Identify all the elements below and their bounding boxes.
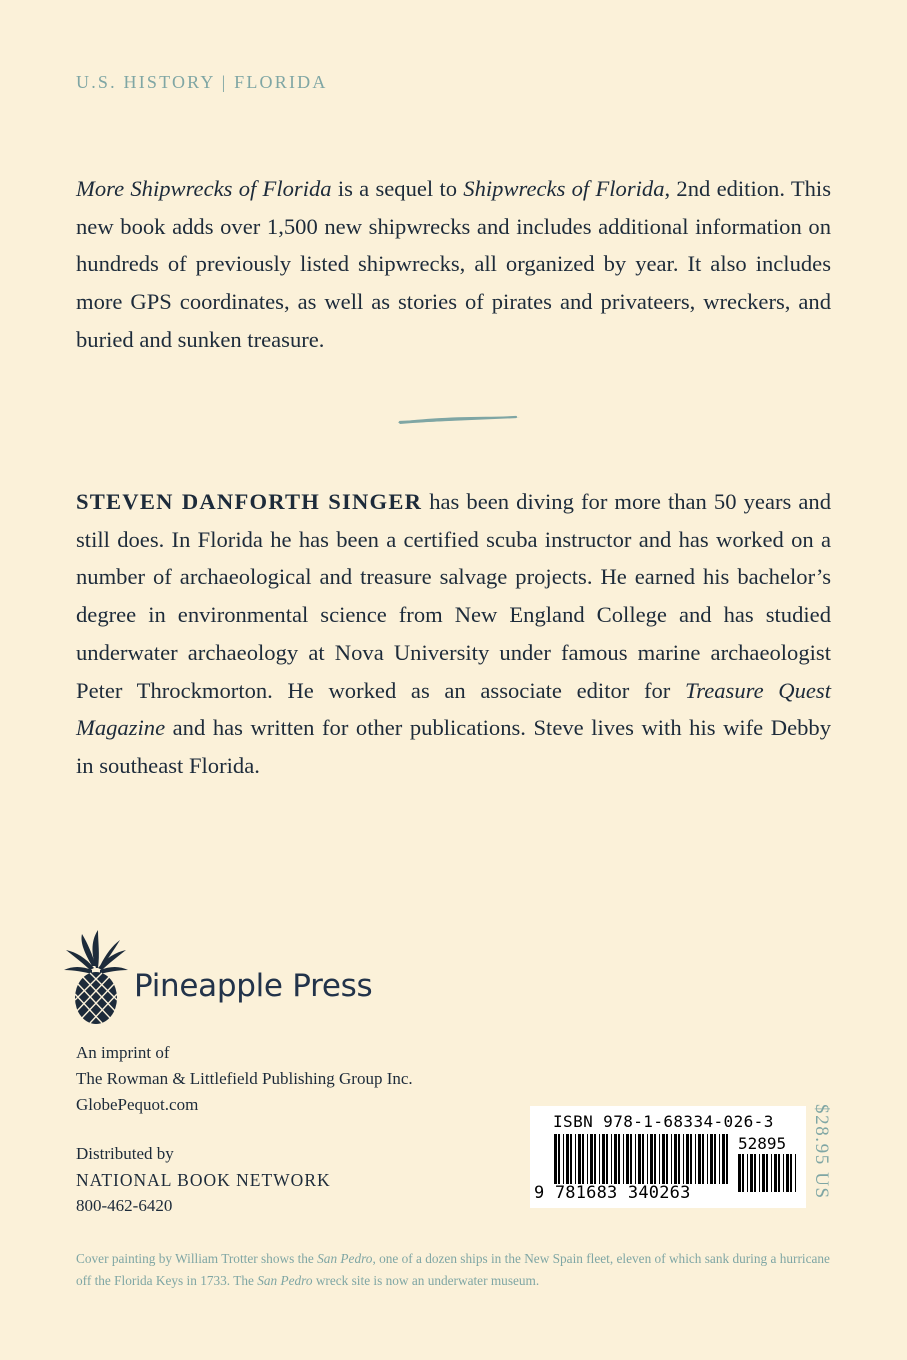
distribution-label: Distributed by xyxy=(76,1144,174,1163)
ship-name: San Pedro xyxy=(317,1251,373,1266)
distributor-name: NATIONAL BOOK NETWORK xyxy=(76,1170,331,1190)
magazine-title: Treasure Quest Magazine xyxy=(76,677,831,741)
cover-credit xyxy=(76,1248,836,1292)
book-description xyxy=(76,170,831,359)
author-bio xyxy=(76,483,831,785)
publisher-name: Pineapple Press xyxy=(134,968,373,1004)
isbn-text: ISBN 978-1-68334-026-3 xyxy=(553,1112,774,1131)
credit-text-3: wreck site is now an underwater museum. xyxy=(312,1273,540,1288)
author-name: STEVEN DANFORTH SINGER xyxy=(76,489,423,514)
category-label: U.S. HISTORY | FLORIDA xyxy=(76,72,328,92)
publisher-website: GlobePequot.com xyxy=(76,1095,199,1114)
pineapple-icon xyxy=(62,928,130,1028)
previous-book-title: Shipwrecks of Florida xyxy=(463,176,665,201)
price-code: 52895 xyxy=(738,1134,787,1153)
ean-barcode xyxy=(554,1134,730,1184)
distribution-block xyxy=(76,1141,331,1219)
imprint-block xyxy=(76,1040,413,1118)
brush-divider xyxy=(396,412,524,428)
imprint-label: An imprint of xyxy=(76,1043,170,1062)
ship-name-2: San Pedro xyxy=(257,1273,313,1288)
ean-digits: 9 781683 340263 xyxy=(534,1183,691,1203)
credit-text-1: Cover painting by William Trotter shows the xyxy=(76,1251,318,1266)
book-title: More Shipwrecks of Florida xyxy=(76,176,332,201)
bio-text-2: and has written for other publications. Steve lives with his wife Debby in southeast Florida. xyxy=(76,715,831,778)
parent-publisher: The Rowman & Littlefield Publishing Group Inc. xyxy=(76,1069,413,1088)
description-text-1: is a sequel to xyxy=(331,176,464,201)
credit-text-2: , one of a dozen ships in the New Spain fleet, eleven of which sank during a hurricane off the Florida Keys in 1733. The xyxy=(76,1251,830,1288)
distributor-phone: 800-462-6420 xyxy=(76,1196,173,1215)
bio-text-1: has been diving for more than 50 years and still does. In Florida he has been a certified scuba instructor and has worked on a number of archaeological and treasure salvage projects. He earned his bachelor’s degree in environmental science from New England College and has studied underwater archaeology at Nova University under famous marine archaeologist Peter Throckmorton. He worked as an associate editor for xyxy=(76,489,831,703)
supplement-barcode xyxy=(738,1154,800,1192)
price-label: $28.95 US xyxy=(811,1104,832,1200)
description-text-2: , 2nd edition. This new book adds over 1,500 new shipwrecks and includes additional information on hundreds of previously listed shipwrecks, all organized by year. It also includes more GPS coordinates, as well as stories of pirates and privateers, wreckers, and buried and sunken treasure. xyxy=(76,176,832,352)
